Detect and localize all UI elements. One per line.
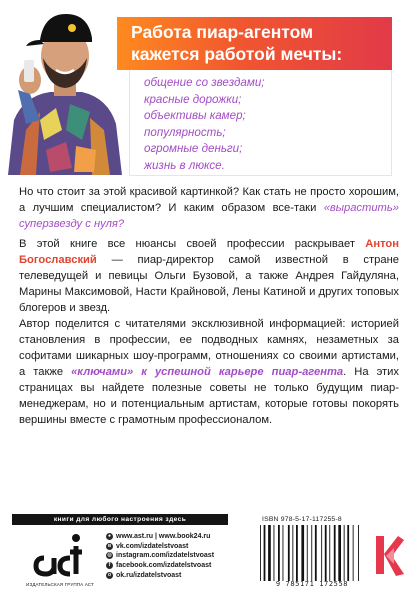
link-facebook[interactable]: [106, 561, 236, 571]
perk-item: общение со звездами;: [144, 76, 265, 89]
link-text: vk.com/izdatelstvoast: [116, 542, 189, 550]
perks-list: [130, 70, 391, 175]
intro-text: Но что стоит за этой красивой картинкой? Как стать не просто хорошим, а лучшим специалистом? И каким образом все-таки: [19, 186, 399, 214]
link-vk[interactable]: [106, 542, 236, 552]
link-text: www.ast.ru | www.book24.ru: [116, 533, 211, 541]
link-ok[interactable]: [106, 570, 236, 580]
facebook-icon: f: [106, 562, 113, 569]
tagline-band: книги для любого настроения здесь: [12, 514, 228, 525]
author-name: Антон Богославский: [19, 238, 399, 266]
perk-item: красные дорожки;: [144, 92, 242, 106]
link-text: facebook.com/izdatelstvoast: [116, 562, 212, 570]
description-paragraph: [19, 236, 399, 428]
perk-item: популярность;: [144, 125, 226, 139]
ok-icon: о: [107, 571, 112, 578]
link-text: instagram.com/izdatelstvoast: [116, 552, 215, 560]
barcode-digits: 9 785171 172558: [275, 580, 349, 588]
link-website[interactable]: [106, 532, 236, 542]
intro-accent: «вырастить» суперзвезду с нуля?: [19, 202, 399, 230]
description-text: — пиар-директор самой известной в стране телеведущей и певицы Ольги Бузовой, а также Андрея Гайдуляна, Марины Максимовой, Насти Крайновой, Лены Катиной и других топовых блогеров и звезд.: [19, 254, 399, 314]
perks-list-panel: [129, 70, 392, 176]
description-text: В этой книге все нюансы своей профессии раскрывает: [19, 238, 366, 250]
publisher-k-logo: [370, 530, 404, 580]
globe-icon: ●: [107, 533, 112, 540]
barcode: [258, 525, 366, 581]
link-text: ok.ru/izdatelstvoast: [116, 571, 182, 579]
description-text: Автор поделится с читателями эксклюзивной информацией: историей становления в профессии, ее подводных камнях, незаметных за софитами шикарных шоу-программ, отношениях со своими артистами, а также: [19, 318, 399, 378]
author-photo: [0, 0, 128, 175]
isbn-label: ISBN 978-5-17-117255-8: [262, 516, 342, 523]
headline-line-1: Работа пиар-агентом: [131, 22, 314, 42]
keys-highlight: «ключами» к успешной карьере пиар-агента: [71, 366, 344, 378]
perk-item: огромные деньги;: [144, 142, 243, 156]
publisher-links: [106, 532, 236, 580]
perk-item: жизнь в люксе.: [144, 158, 225, 172]
vk-icon: в: [107, 542, 112, 549]
perk-item: объективы камер;: [144, 109, 246, 123]
headline-line-2: кажется работой мечты:: [131, 44, 343, 64]
headline-banner: [117, 17, 392, 70]
publisher-caption: ИЗДАТЕЛЬСКАЯ ГРУППА АСТ: [26, 582, 94, 587]
intro-paragraph: [19, 184, 399, 232]
link-instagram[interactable]: [106, 551, 236, 561]
instagram-icon: ◎: [107, 552, 112, 559]
description-text: . На этих страницах вы найдете полезные советы не только будущим пиар-менеджерам, но и потенциальным артистам, которые готовы покорять вершины вместе с грамотным профессионалом.: [19, 366, 400, 426]
ast-logo: [30, 528, 88, 580]
